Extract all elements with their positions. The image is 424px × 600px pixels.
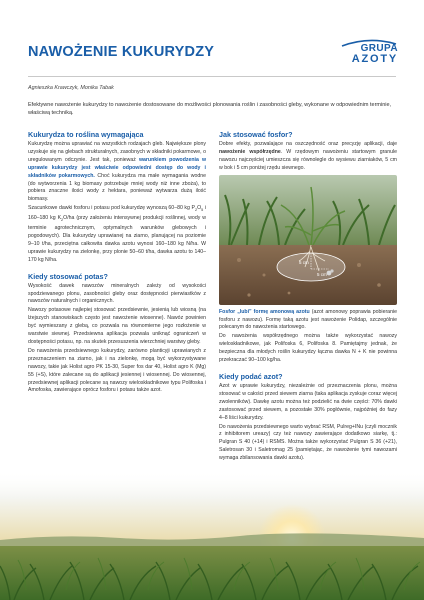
section-heading-nitrogen: Kiedy podać azot? — [219, 371, 283, 381]
intro-paragraph: Efektywne nawożenie kukurydzy to nawożenie dostosowane do możliwości plonowania roślin i zasobności gleby, wykonane w odpowiednim terminie, właściwą techniką. — [28, 102, 392, 117]
left-column — [28, 130, 206, 396]
highlight-text: warunkiem powodzenia w uprawie kukurydzy jest właściwie odpowiedni dostęp do wody i składników pokarmowych. — [28, 156, 206, 179]
paragraph-phosphorus-2 — [219, 309, 397, 333]
text-segment: i 160–180 kg K — [28, 205, 207, 222]
page-title: NAWOŻENIE KUKURYDZY — [28, 44, 215, 60]
paragraph-nitrogen-1: Azot w uprawie kukurydzy, niezależnie od przeznaczenia plonu, można stosować w całości przed siewem ziarna (taka aplikacja zyskuje coraz więcej zwolenników). Dawkę azotu można też podzielić na dwie części: 70% dawki zastosować przed siewem, a pozostałe 30% pogłównie, najpóźniej do fazy 4–8 liści kukurydzy. — [219, 382, 397, 421]
paragraph-phosphorus-3: Do nawożenia współrzędnego można także wykorzystać nawozy wieloskładnikowe, jak Polifoska 6, Polifoska 8. Pamiętajmy jednak, że bezpieczna dla młodych roślin kukurydzy łączna dawka N + K nie powinna przekraczać 90–100 kg/ha. — [219, 333, 397, 364]
highlight-text: nawożenie współrzędne — [219, 148, 281, 155]
logo-swoosh-icon — [340, 38, 398, 48]
paragraph-potassium-2: Nawozy potasowe najlepiej stosować przedsiewnie, jesienią lub wiosną (na lżejszych stanowiskach często jest nawożenie wiosenne). Nawóz powinien być wymieszany z glebą, co pozwala na równomierne jego rozłożenie w warstwie siewnej. Przedsiewna aplikacja pozwala uniknąć ograniczeń w dostępności potasu, np. na skutek przesuszenia wierzchniej warstwy gleby. — [28, 307, 206, 345]
corn-field-image — [219, 175, 397, 305]
depth-label: 5 cm — [299, 259, 309, 265]
paragraph-potassium-3: Do nawożenia przedsiewnego kukurydzy, zarówno planticyji uprawianych z przeznaczeniem na ziarno, jak i na zielonkę, mogą być wykorzystywane nawozy, takie jak Holist agro PK 15-30, Super fos dar 40, Holist agro K (Mg) 55 (+S), które zalecane są do aplikacji jesiennej i wiosennej. Do wiosennej, przedsiewnej aplikacji polecane są nawozy wieloskładnikowe typu Polifoska i Amofoska, zawierające oprócz fosforu i potasu także azot. — [28, 347, 206, 394]
right-column — [219, 130, 397, 464]
paragraph-soil — [28, 141, 206, 204]
authors: Agnieszka Krawczyk, Monika Tabak — [28, 85, 114, 91]
field-landscape-svg — [0, 470, 424, 600]
text-segment: . W rzędowym nawożeniu startowym granule nawozu najczęściej umieszcza się równolegle do wysiewu ziarniaków, 5 cm w bok i 5 cm poniżej rzędu siewnego. — [219, 148, 397, 171]
paragraph-nitrogen-2: Do nawożenia przedsiewnego warto wybrać RSM, Pulreg+INu (czyli mocznik z inhibitorem ureazy) czy też nawozy zawierające dodatkowo siarkę, tj.: Pulgran S 40 (+14) i RSMS. Można także wykorzystać Pulgran S 36 (+21), Saletrosan 30 i Saletromag 25 (pamiętając, że nawożenie tymi nawozami wymaga zbilansowania dawki azotu). — [219, 423, 397, 462]
highlight-text: Fosfor „lubi” formę amonową azotu — [219, 308, 310, 315]
logo-line1: GRUPA — [360, 43, 398, 54]
subscript: 2 — [194, 208, 198, 213]
section-heading-phosphorus: Jak stosować fosfor? — [219, 130, 293, 139]
side-offset-label: 5 cm — [317, 271, 327, 277]
text-segment: Choć kukurydza ma małe wymagania wodne (do wytworzenia 1 kg biomasy potrzebuje mniej wody niż inne zboża), to pobiera znaczne ilości wody z hektara, ponieważ wytwarza dużą ilość biomasy. — [28, 172, 206, 203]
text-segment: Szacunkowe dawki fosforu i potasu pod kukurydzę wynoszą 60–80 kg P — [28, 205, 195, 212]
text-segment: Kukurydzę można uprawiać na wszystkich rodzajach gleb. Największe plony uzyskuje się na glebach strukturalnych, zasobnych w składniki pokarmowe, o uregulowanym odczynie. Jest tak, ponieważ — [28, 141, 206, 163]
paragraph-doses — [28, 205, 206, 264]
corn-field-sunset-image — [0, 470, 424, 600]
text-segment: O/ha (przy założeniu intensywnej produkcji roślinnej, wody w terminie agrotechnicznym, optymalnych warunków glebowych i pogodowych). Dla kukurydzy uprawianej na ziarno, planującej na poziomie 9–10 t/ha, przeciętna całkowita dawka azotu wynosi 160–180 kg N/ha. W uprawie kukurydzy na zielonkę, przy plonie 50–60 t/ha, dawka azotu to 140–170 kg N/ha. — [28, 215, 206, 263]
header-divider — [28, 76, 396, 77]
section-heading-demanding-plant: Kukurydza to roślina wymagająca — [28, 130, 144, 139]
subscript: 5 — [201, 208, 204, 213]
corn-seedling-photo — [219, 175, 397, 305]
section-heading-potassium: Kiedy stosować potas? — [28, 271, 108, 281]
paragraph-potassium-1: Wysokość dawek nawozów mineralnych zależy od wysokości spodziewanego plonu, zasobności gleby oraz dostępności pierwiastków z nawozów naturalnych i organicznych. — [28, 282, 206, 305]
paragraph-phosphorus-1 — [219, 141, 397, 173]
text-segment: O — [197, 205, 202, 212]
text-segment: Dobre efekty, pozwalające na oszczędność oraz precyzję aplikacji, daje — [219, 141, 397, 147]
grupa-azoty-logo — [340, 44, 398, 66]
logo-line2: AZOTY — [351, 53, 398, 65]
subscript: 2 — [61, 218, 64, 223]
text-segment: (azot amonowy poprawia pobieranie fosforu z nawozu). Formę taką azotu jest nawożenie Polidap, szczególnie polecanym do nawożenia startowego. — [219, 308, 397, 331]
